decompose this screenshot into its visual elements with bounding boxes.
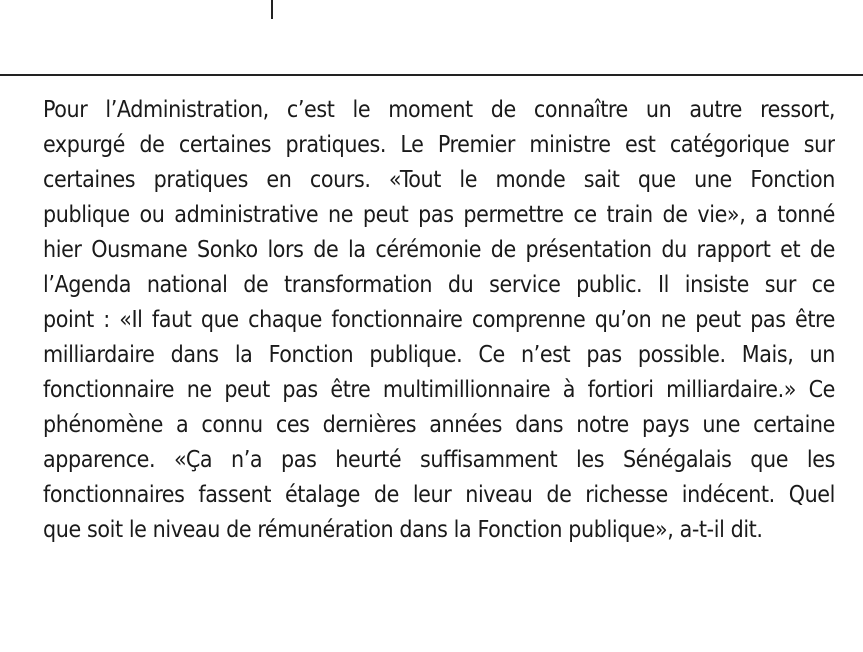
article-line: que soit le niveau de rémunération dans la Fonction publique», a-t-il dit. [43,517,763,543]
article-line: publique ou administrative ne peut pas permettre ce train de vie», a tonné [43,202,835,228]
article-line: point : «Il faut que chaque fonctionnaire comprenne qu’on ne peut pas être [43,307,835,333]
article-line: hier Ousmane Sonko lors de la cérémonie de présentation du rapport et de [43,237,835,263]
article-line: l’Agenda national de transformation du service public. Il insiste sur ce [43,272,835,298]
article-line: Pour l’Administration, c’est le moment de connaître un autre ressort, [43,97,835,123]
article-paragraph [43,93,835,548]
article-line: fonctionnaires fassent étalage de leur niveau de richesse indécent. Quel [43,482,835,508]
article-line: certaines pratiques en cours. «Tout le monde sait que une Fonction [43,167,835,193]
article-line: apparence. «Ça n’a pas heurté suffisamment les Sénégalais que les [43,447,835,473]
article-line: fonctionnaire ne peut pas être multimillionnaire à fortiori milliardaire.» Ce [43,377,835,403]
article-line: expurgé de certaines pratiques. Le Premier ministre est catégorique sur [43,132,835,158]
column-divider-tick [271,0,273,19]
article-line: phénomène a connu ces dernières années dans notre pays une certaine [43,412,835,438]
article-line: milliardaire dans la Fonction publique. Ce n’est pas possible. Mais, un [43,342,835,368]
horizontal-rule [0,74,863,76]
